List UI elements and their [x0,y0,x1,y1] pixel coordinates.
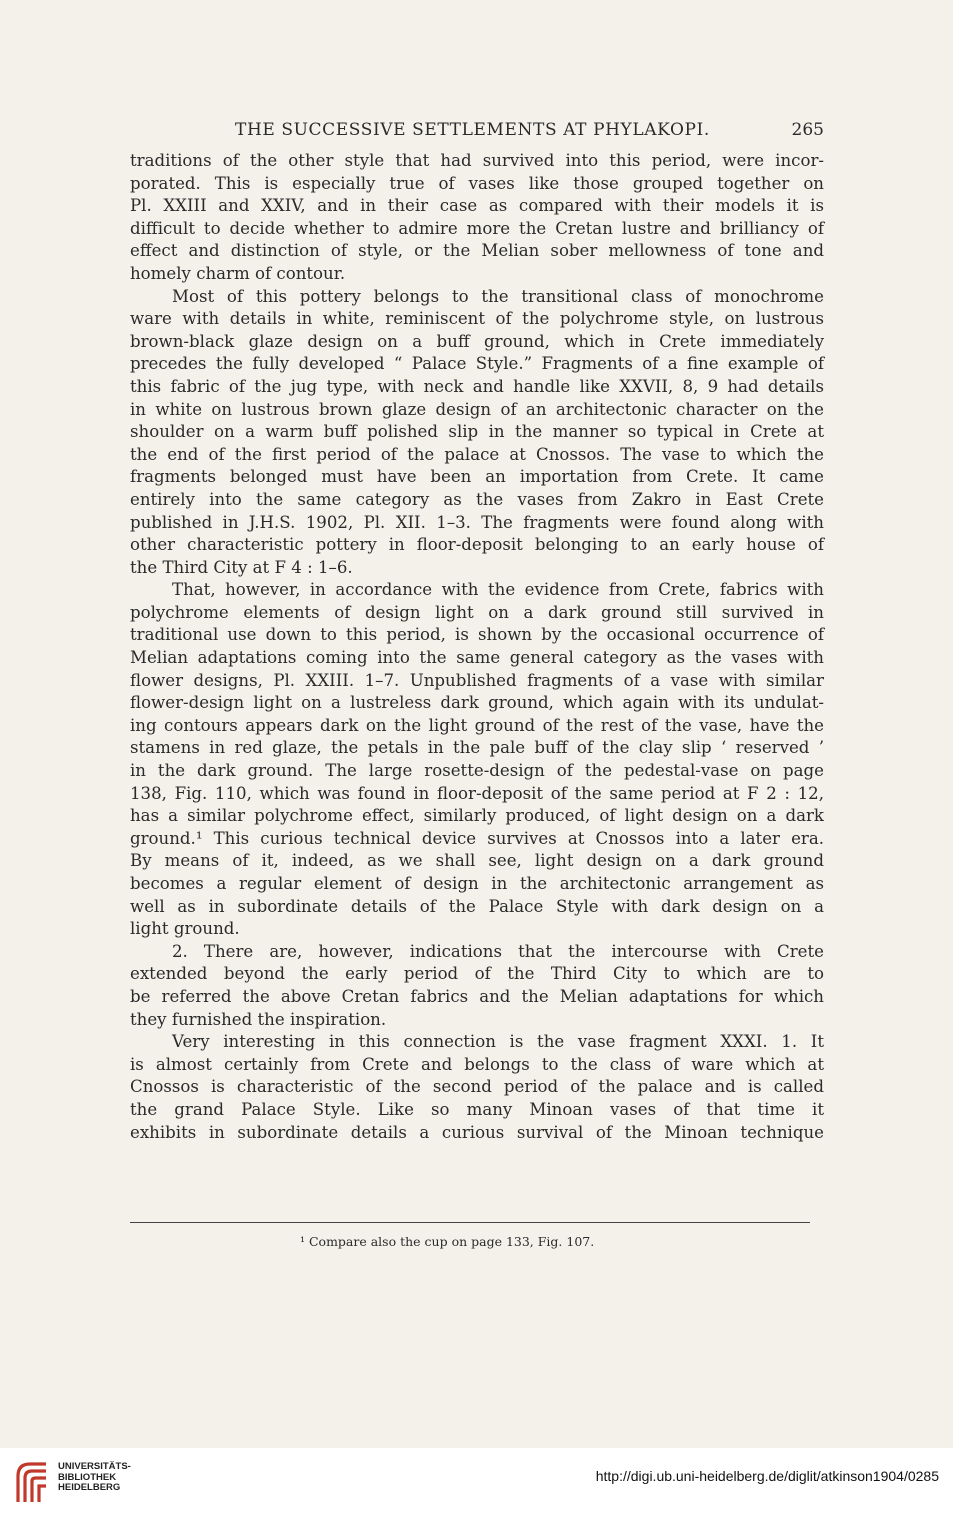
text-line: extended beyond the early period of the Third City to which are to [130,964,824,984]
text-line: the end of the first period of the palace at Cnossos. The vase to which the [130,444,824,464]
text-line: becomes a regular element of design in the architectonic arrangement as [130,874,824,893]
library-name [58,1462,131,1494]
text-line: the Third City at F 4 : 1–6. [130,557,353,577]
library-logo-icon [12,1458,52,1504]
text-line: they furnished the inspiration. [130,1009,387,1029]
text-line: traditional use down to this period, is shown by the occasional occurrence of [130,625,824,645]
library-name-line: HEIDELBERG [58,1482,121,1493]
text-line: precedes the fully developed “ Palace Style.” Fragments of a fine example of [130,354,824,374]
text-line: the grand Palace Style. Like so many Minoan vases of that time it [130,1099,824,1119]
text-line: Very interesting in this connection is the vase fragment XXXI. 1. It [172,1032,824,1052]
text-line: be referred the above Cretan fabrics and the Melian adaptations for which [130,986,824,1006]
text-line: Most of this pottery belongs to the transitional class of monochrome [172,286,824,306]
text-line: shoulder on a warm buff polished slip in the manner so typical in Crete at [130,422,824,442]
library-footer [0,1448,953,1522]
text-line: difficult to decide whether to admire more the Cretan lustre and brilliancy of [130,218,824,238]
text-line: ing contours appears dark on the light ground of the rest of the vase, have the [130,715,824,735]
text-line: ground.¹ This curious technical device survives at Cnossos into a later era. [130,828,824,848]
text-line: traditions of the other style that had survived into this period, were incor- [130,151,824,170]
text-line: in white on lustrous brown glaze design of an architectonic character on the [130,399,824,419]
page-number: 265 [791,120,824,140]
text-line: porated. This is especially true of vases like those grouped together on [130,173,824,193]
text-line: exhibits in subordinate details a curious survival of the Minoan technique [130,1122,824,1142]
text-line: has a similar polychrome effect, similarly produced, of light design on a dark [130,806,824,826]
library-name-line: BIBLIOTHEK [58,1471,117,1483]
text-line: in the dark ground. The large rosette-design of the pedestal-vase on page [130,761,824,781]
body-text [130,150,824,1144]
text-line: stamens in red glaze, the petals in the pale buff of the clay slip ‘ reserved ’ [130,738,824,758]
text-line: That, however, in accordance with the evidence from Crete, fabrics with [172,580,824,600]
text-line: Melian adaptations coming into the same general category as the vases with [130,648,824,668]
text-line: homely charm of contour. [130,263,346,283]
text-line: brown-black glaze design on a buff ground, which in Crete immediately [130,331,824,351]
text-line: flower designs, Pl. XXIII. 1–7. Unpublished fragments of a vase with similar [130,670,824,690]
text-line: well as in subordinate details of the Palace Style with dark design on a [130,896,824,916]
text-line: effect and distinction of style, or the Melian sober mellowness of tone and [130,241,824,261]
text-line: fragments belonged must have been an importation from Crete. It came [130,467,824,487]
text-line: flower-design light on a lustreless dark ground, which again with its undulat- [130,693,824,713]
text-line: By means of it, indeed, as we shall see, light design on a dark ground [130,851,824,871]
text-line: polychrome elements of design light on a dark ground still survived in [130,602,824,622]
library-name-line: UNIVERSITÄTS- [58,1461,131,1472]
text-line: this fabric of the jug type, with neck and handle like XXVII, 8, 9 had details [130,376,824,396]
text-line: light ground. [130,919,240,939]
text-line: 138, Fig. 110, which was found in floor-deposit of the same period at F 2 : 12, [130,783,824,803]
running-title: THE SUCCESSIVE SETTLEMENTS AT PHYLAKOPI. [235,120,710,140]
source-url-link[interactable]: http://digi.ub.uni-heidelberg.de/diglit/atkinson1904/0285 [595,1468,939,1484]
text-line: published in J.H.S. 1902, Pl. XII. 1–3. The fragments were found along with [130,512,824,532]
footnote-divider [130,1222,810,1223]
text-line: 2. There are, however, indications that the intercourse with Crete [172,941,824,961]
text-line: is almost certainly from Crete and belongs to the class of ware which at [130,1054,824,1074]
footnote: ¹ Compare also the cup on page 133, Fig. 107. [300,1234,595,1249]
text-line: ware with details in white, reminiscent of the polychrome style, on lustrous [130,309,824,329]
running-head [130,120,824,146]
text-line: Pl. XXIII and XXIV, and in their case as compared with their models it is [130,196,824,216]
text-line: entirely into the same category as the vases from Zakro in East Crete [130,489,824,509]
text-line: other characteristic pottery in floor-deposit belonging to an early house of [130,535,824,555]
text-line: Cnossos is characteristic of the second period of the palace and is called [130,1077,824,1097]
